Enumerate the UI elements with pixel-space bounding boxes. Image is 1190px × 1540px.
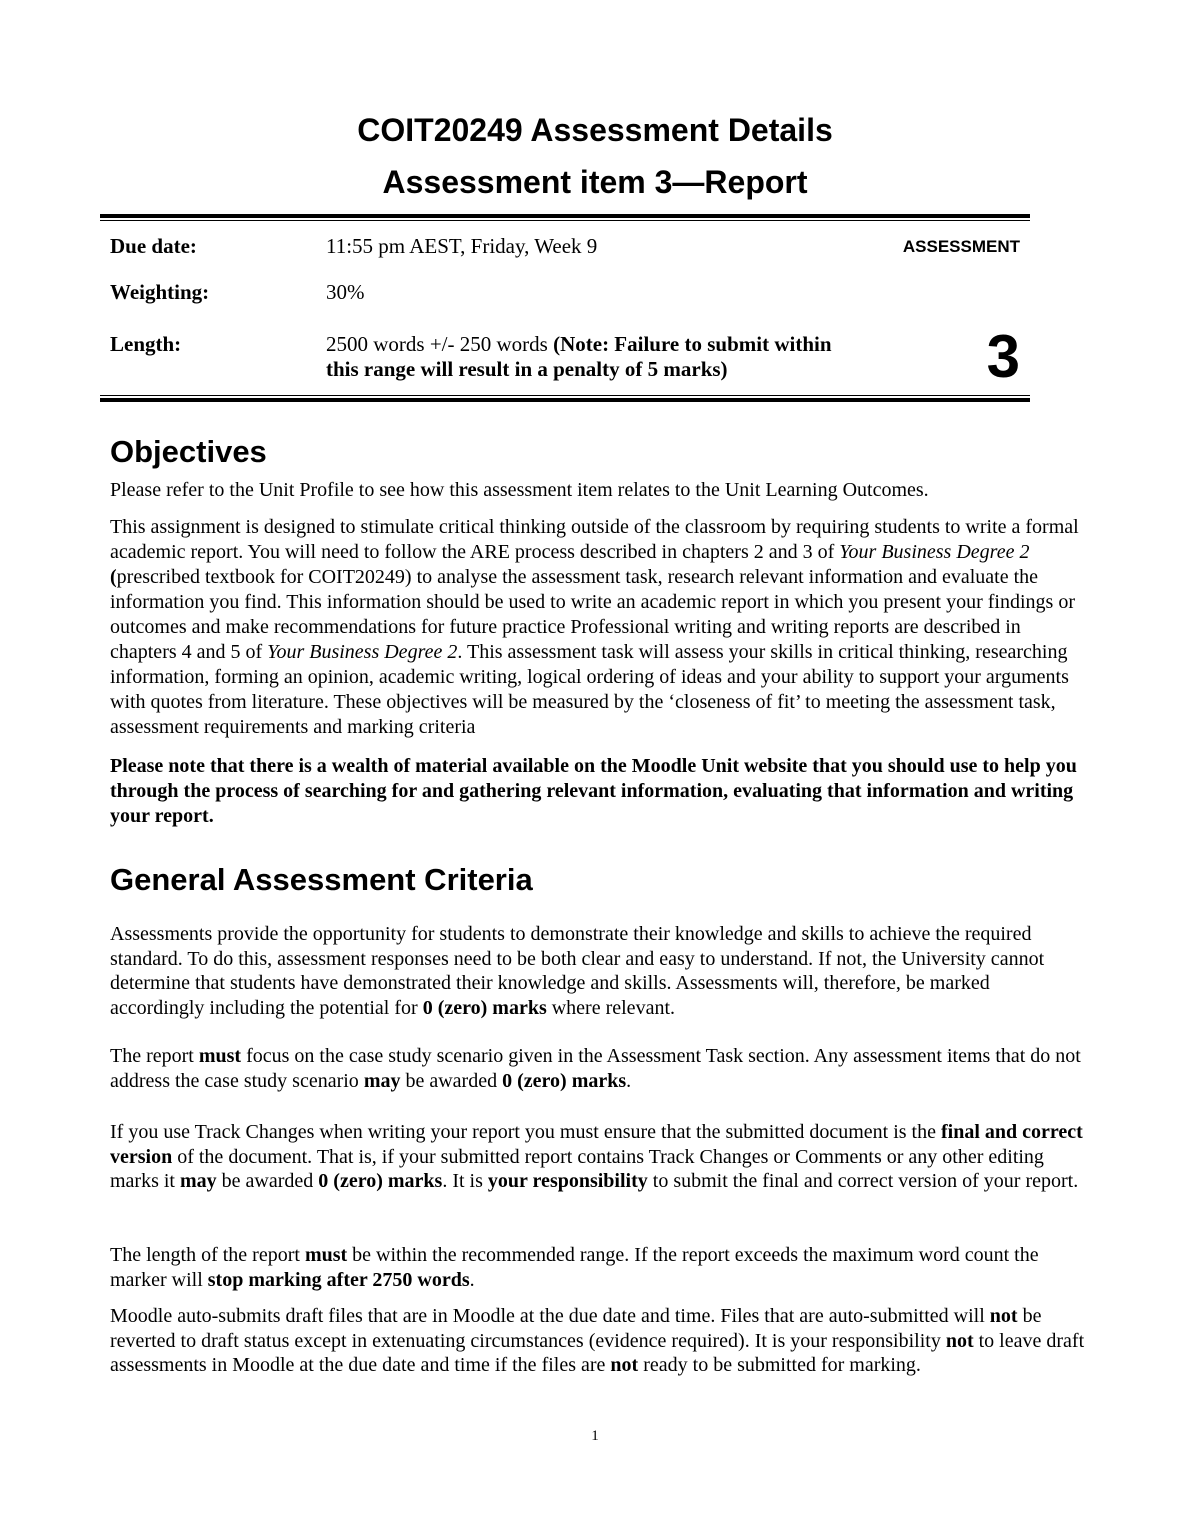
- page-number: 1: [591, 1428, 599, 1444]
- criteria-paragraph-1: Assessments provide the opportunity for students to demonstrate their knowledge and skills to achieve the required standard. To do this, assessment responses need to be both clear and easy to understand. If not, the University cannot determine that students have demonstrated their knowledge and skills. Assessments will, therefore, be marked accordingly including the potential for 0 (zero) marks where relevant.: [110, 923, 1045, 1019]
- objectives-paragraph-2: This assignment is designed to stimulate critical thinking outside of the classroom by requiring students to write a formal academic report. You will need to follow the ARE process described in chapters 2 and 3 of Your Business Degree 2 (prescribed textbook for COIT20249) to analyse the assessment task, research relevant information and evaluate the information you find. This information should be used to write an academic report in which you present your findings or outcomes and make recommendations for future practice Professional writing and writing reports are described in chapters 4 and 5 of Your Business Degree 2. This assessment task will assess your skills in critical thinking, researching information, forming an opinion, academic writing, logical ordering of ideas and your ability to support your arguments with quotes from literature. These objectives will be measured by the ‘closeness of fit’ to meeting the assessment task, assessment requirements and marking criteria: [110, 516, 1079, 738]
- objectives-paragraph-1: Please refer to the Unit Profile to see how this assessment item relates to the Unit Learning Outcomes.: [110, 479, 929, 501]
- criteria-heading: General Assessment Criteria: [110, 862, 533, 897]
- table-top-rule-thin: [100, 220, 1030, 221]
- criteria-paragraph-3: If you use Track Changes when writing your report you must ensure that the submitted document is the final and correct version of the document. That is, if your submitted report contains Track Changes or Comments or any other editing marks it may be awarded 0 (zero) marks. It is your responsibility to submit the final and correct version of your report.: [110, 1121, 1083, 1192]
- length-note: (Note: Failure to submit within this range will result in a penalty of 5 marks): [326, 332, 832, 381]
- textbook-title: Your Business Degree 2: [839, 541, 1030, 563]
- weighting-label: Weighting:: [110, 280, 210, 304]
- criteria-paragraph-4: The length of the report must be within the recommended range. If the report exceeds the maximum word count the marker will stop marking after 2750 words.: [110, 1244, 1039, 1291]
- table-bottom-rule-thin: [100, 395, 1030, 396]
- due-date-value: 11:55 pm AEST, Friday, Week 9: [326, 234, 598, 258]
- length-label: Length:: [110, 332, 182, 356]
- objectives-note: Please note that there is a wealth of material available on the Moodle Unit website that you should use to help you through the process of searching for and gathering relevant information, evaluating that information and writing your report.: [110, 755, 1077, 827]
- assessment-badge-label: ASSESSMENT: [902, 237, 1020, 256]
- textbook-title: Your Business Degree 2: [267, 641, 458, 663]
- length-value: [326, 332, 866, 382]
- assessment-badge-number: 3: [986, 323, 1020, 390]
- weighting-value: 30%: [326, 280, 365, 304]
- table-bottom-rule: [100, 398, 1030, 402]
- length-words: 2500 words +/- 250 words: [326, 332, 554, 356]
- criteria-paragraph-5: Moodle auto-submits draft files that are in Moodle at the due date and time. Files that are auto-submitted will not be reverted to draft status except in extenuating circumstances (evidence required). It is your responsibility not to leave draft assessments in Moodle at the due date and time if the files are not ready to be submitted for marking.: [110, 1305, 1085, 1376]
- due-date-label: Due date:: [110, 234, 197, 258]
- objectives-heading: Objectives: [110, 434, 267, 469]
- table-top-rule: [100, 214, 1030, 218]
- document-subtitle: Assessment item 3—Report: [382, 164, 808, 200]
- document-title: COIT20249 Assessment Details: [357, 112, 833, 148]
- criteria-paragraph-2: The report must focus on the case study scenario given in the Assessment Task section. Any assessment items that do not address the case study scenario may be awarded 0 (zero) marks.: [110, 1045, 1081, 1092]
